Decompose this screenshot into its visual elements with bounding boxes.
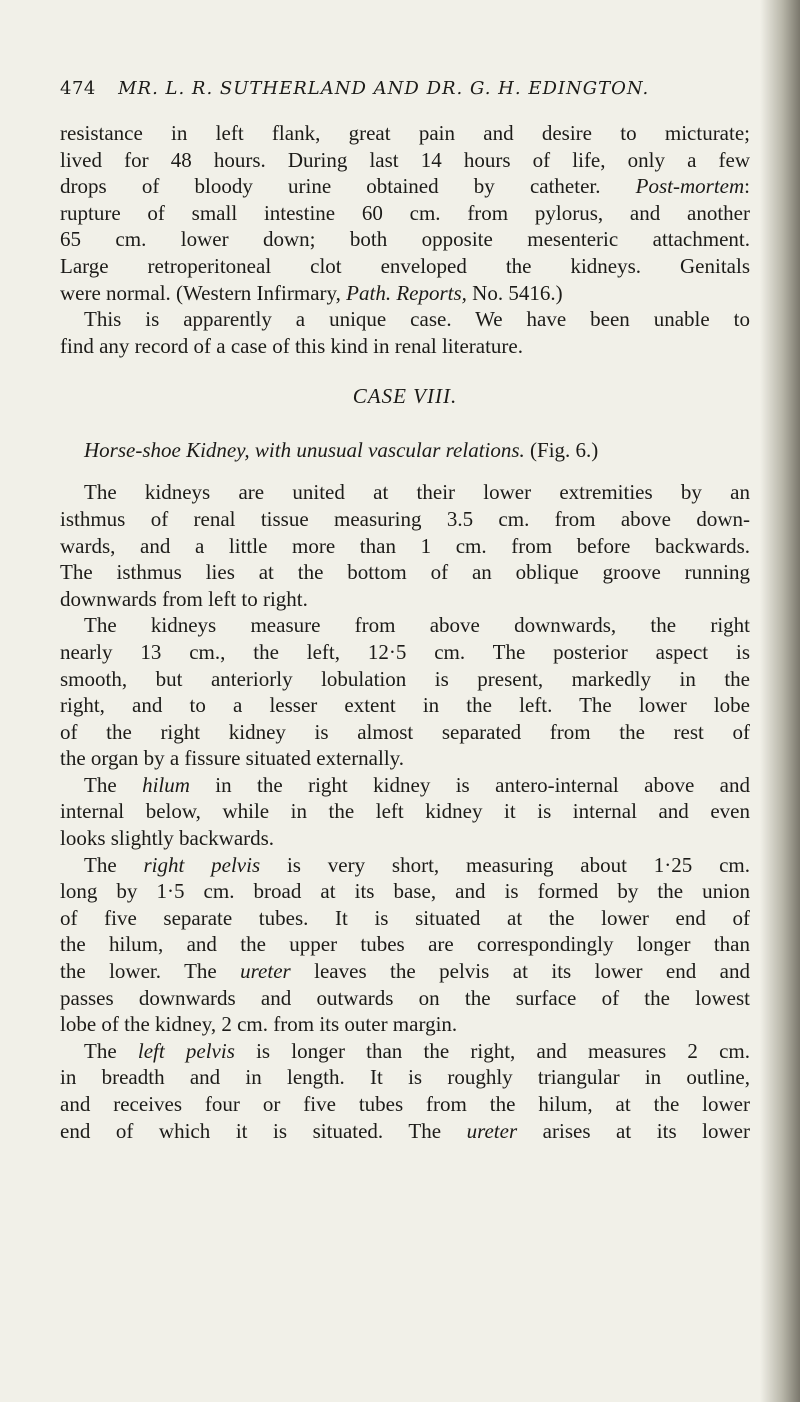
emphasis-hilum: hilum [142, 772, 190, 797]
text-line: and receives four or five tubes from the hilum, at the lower [60, 1092, 750, 1116]
case-title [60, 437, 750, 463]
text-line: The hilum in the right kidney is antero-internal above and [84, 772, 750, 797]
text-line: drops of bloody urine obtained by catheter. Post-mortem: [60, 174, 750, 199]
page-number: 474 [60, 78, 96, 99]
text-line: Large retroperitoneal clot enveloped the kidneys. Genitals [60, 253, 750, 278]
text-line: right, and to a lesser extent in the left. The lower lobe [60, 693, 750, 718]
figure-reference: (Fig. 6.) [524, 438, 599, 463]
text-line: of five separate tubes. It is situated at the lower end of [60, 905, 750, 930]
text-line: the hilum, and the upper tubes are correspondingly longer than [60, 932, 750, 957]
text-line: rupture of small intestine 60 cm. from pylorus, and another [60, 200, 750, 225]
case-title-italic: Horse-shoe Kidney, with unusual vascular relations. [84, 438, 525, 463]
text-line: smooth, but anteriorly lobulation is present, markedly in the [60, 666, 750, 691]
running-head-authors: MR. L. R. SUTHERLAND AND DR. G. H. EDINGTON. [118, 78, 650, 99]
paragraph [60, 1038, 750, 1144]
text-line: The left pelvis is longer than the right, and measures 2 cm. [84, 1038, 750, 1063]
text-line: of the right kidney is almost separated from the rest of [60, 719, 750, 744]
emphasis-post-mortem: Post-mortem [635, 174, 745, 199]
text-line: in breadth and in length. It is roughly triangular in outline, [60, 1065, 750, 1090]
paragraph-continuation [60, 120, 750, 306]
text-line: This is apparently a unique case. We have been unable to [84, 307, 750, 332]
text-line: lobe of the kidney, 2 cm. from its outer margin. [60, 1012, 458, 1037]
paragraph [60, 772, 750, 852]
body-text [60, 120, 750, 1144]
page-edge-shadow [760, 0, 800, 1402]
paragraph [60, 852, 750, 1038]
paragraph [60, 479, 750, 612]
text-line: long by 1·5 cm. broad at its base, and is formed by the union [60, 879, 750, 904]
paragraph [60, 612, 750, 772]
text-line: The kidneys measure from above downwards, the right [84, 613, 750, 638]
text-line: lived for 48 hours. During last 14 hours of life, only a few [60, 147, 750, 172]
emphasis-ureter: ureter [466, 1118, 518, 1143]
text-line: The right pelvis is very short, measuring about 1·25 cm. [84, 852, 751, 877]
text-line: find any record of a case of this kind in renal literature. [60, 333, 523, 358]
text-line: were normal. (Western Infirmary, Path. Reports, No. 5416.) [60, 280, 563, 305]
text-line: wards, and a little more than 1 cm. from before backwards. [60, 533, 750, 558]
text-line: nearly 13 cm., the left, 12·5 cm. The posterior aspect is [60, 639, 750, 664]
case-heading: CASE VIII. [352, 384, 458, 409]
text-line: looks slightly backwards. [60, 826, 275, 851]
text-line: The kidneys are united at their lower extremities by an [84, 480, 750, 505]
text-line: 65 cm. lower down; both opposite mesenteric attachment. [60, 227, 750, 252]
text-line: isthmus of renal tissue measuring 3.5 cm. from above down- [60, 506, 750, 531]
emphasis-left-pelvis: left pelvis [137, 1038, 235, 1063]
text-line: resistance in left flank, great pain and desire to micturate; [60, 121, 750, 145]
text-line: end of which it is situated. The ureter arises at its lower [60, 1118, 750, 1143]
text-line: internal below, while in the left kidney it is internal and even [60, 799, 750, 824]
paragraph [60, 306, 750, 359]
running-head [60, 78, 740, 99]
text-line: passes downwards and outwards on the surface of the lowest [60, 985, 750, 1010]
text-line: the organ by a fissure situated externally. [60, 746, 405, 771]
emphasis-path-reports: Path. Reports, [346, 280, 467, 305]
text-line: the lower. The ureter leaves the pelvis at its lower end and [60, 959, 750, 984]
emphasis-ureter: ureter [240, 959, 291, 984]
text-line: downwards from left to right. [60, 586, 308, 611]
emphasis-right-pelvis: right pelvis [143, 852, 261, 877]
text-line: The isthmus lies at the bottom of an oblique groove running [60, 560, 750, 585]
